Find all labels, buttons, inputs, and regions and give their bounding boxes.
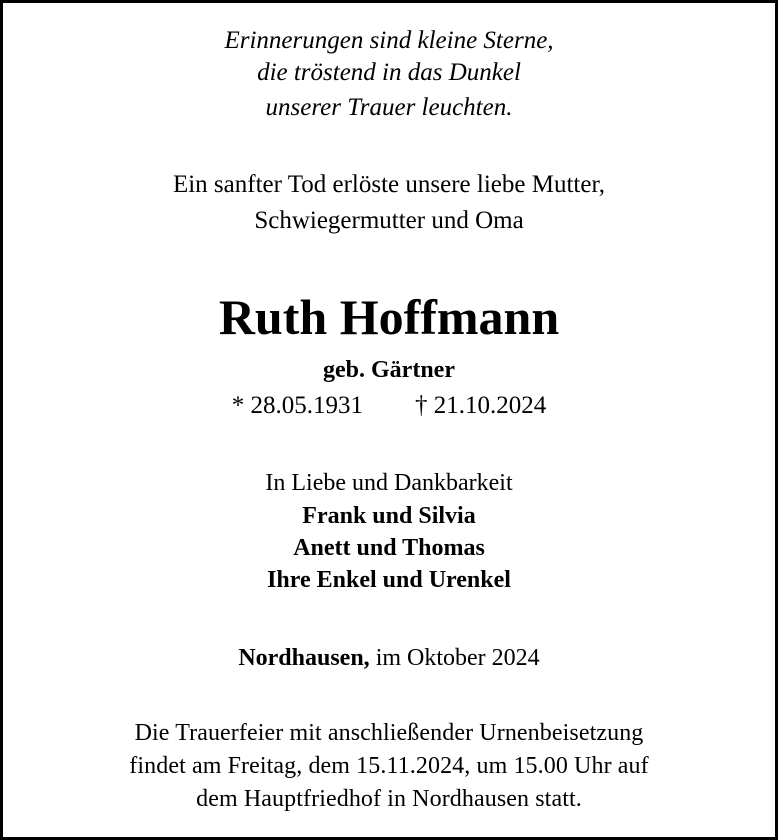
funeral-info-line-3: dem Hauptfriedhof in Nordhausen statt. [196,786,582,812]
poem-line-3: unserer Trauer leuchten. [265,94,513,121]
funeral-info-line-1: Die Trauerfeier mit anschließender Urnenbeisetzung [134,720,644,746]
mourner-name: Anett und Thomas [293,535,485,561]
funeral-info-line-2: findet am Freitag, dem 15.11.2024, um 15.00 Uhr auf [129,753,649,779]
poem-line-2: die tröstend in das Dunkel [257,59,521,86]
mourner-name: Frank und Silvia [302,503,476,529]
place-and-date [3,645,775,672]
place-date: im Oktober 2024 [369,645,540,671]
life-dates [3,392,775,420]
birth-date: * 28.05.1931 [231,392,363,419]
death-date: † 21.10.2024 [415,392,547,419]
deceased-name: Ruth Hoffmann [218,289,560,345]
mourners-intro: In Liebe und Dankbarkeit [265,470,513,496]
mourner-name: Ihre Enkel und Urenkel [267,567,511,593]
intro-line-1: Ein sanfter Tod erlöste unsere liebe Mutter, [172,171,606,198]
maiden-name: geb. Gärtner [323,357,455,383]
poem-line-1: Erinnerungen sind kleine Sterne, [224,27,554,54]
place-city: Nordhausen, [238,645,370,671]
intro-line-2: Schwiegermutter und Oma [254,207,524,234]
